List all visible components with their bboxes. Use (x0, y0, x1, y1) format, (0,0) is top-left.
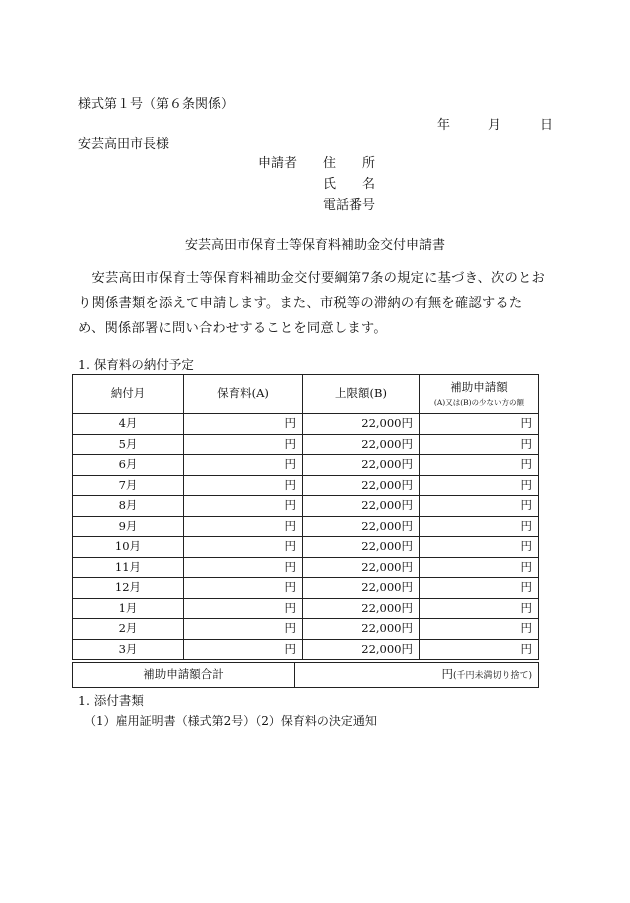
applicant-name-label: 氏 名 (323, 177, 376, 192)
cell-month: 12月 (73, 578, 184, 599)
cell-fee-input[interactable]: 円 (184, 619, 303, 640)
cell-month: 6月 (73, 455, 184, 476)
cell-fee-input[interactable]: 円 (184, 598, 303, 619)
table-row (73, 578, 539, 599)
applicant-address-label: 住 所 (323, 156, 376, 171)
cell-month: 3月 (73, 639, 184, 660)
cell-limit: 22,000円 (303, 619, 420, 640)
cell-fee-input[interactable]: 円 (184, 455, 303, 476)
table-row (73, 475, 539, 496)
form-number: 様式第１号（第６条関係） (78, 97, 235, 112)
addressee: 安芸高田市長様 (78, 137, 170, 152)
header-fee-a: 保育料(A) (184, 375, 303, 414)
table-row (73, 496, 539, 517)
cell-subsidy-input[interactable]: 円 (420, 537, 539, 558)
date-month-label: 月 (488, 118, 502, 133)
cell-limit: 22,000円 (303, 578, 420, 599)
applicant-label: 申請者 (258, 156, 298, 171)
cell-subsidy-input[interactable]: 円 (420, 414, 539, 435)
cell-month: 7月 (73, 475, 184, 496)
section-fee-schedule-title: 1. 保育料の納付予定 (78, 357, 194, 372)
section-attachments-title: 1. 添付書類 (78, 693, 144, 708)
subsidy-total-note: (千円未満切り捨て) (452, 671, 532, 681)
table-row (73, 557, 539, 578)
cell-month: 11月 (73, 557, 184, 578)
cell-subsidy-input[interactable]: 円 (420, 516, 539, 537)
attachments-list: （1）雇用証明書（様式第2号）（2）保育料の決定通知 (84, 714, 377, 728)
table-row (73, 434, 539, 455)
cell-month: 9月 (73, 516, 184, 537)
cell-month: 10月 (73, 537, 184, 558)
cell-limit: 22,000円 (303, 414, 420, 435)
table-row (73, 516, 539, 537)
cell-subsidy-input[interactable]: 円 (420, 455, 539, 476)
cell-limit: 22,000円 (303, 455, 420, 476)
table-row (73, 639, 539, 660)
header-limit-b: 上限額(B) (303, 375, 420, 414)
cell-subsidy-input[interactable]: 円 (420, 496, 539, 517)
table-row (73, 455, 539, 476)
cell-limit: 22,000円 (303, 598, 420, 619)
table-row (73, 537, 539, 558)
header-subsidy-amount (420, 375, 539, 414)
cell-subsidy-input[interactable]: 円 (420, 475, 539, 496)
cell-limit: 22,000円 (303, 434, 420, 455)
cell-fee-input[interactable]: 円 (184, 557, 303, 578)
cell-limit: 22,000円 (303, 496, 420, 517)
cell-subsidy-input[interactable]: 円 (420, 639, 539, 660)
cell-month: 2月 (73, 619, 184, 640)
header-subsidy-label: 補助申請額 (450, 379, 508, 394)
cell-subsidy-input[interactable]: 円 (420, 578, 539, 599)
cell-fee-input[interactable]: 円 (184, 516, 303, 537)
document-title: 安芸高田市保育士等保育料補助金交付申請書 (184, 238, 445, 253)
cell-subsidy-input[interactable]: 円 (420, 598, 539, 619)
header-payment-month: 納付月 (73, 375, 184, 414)
cell-fee-input[interactable]: 円 (184, 639, 303, 660)
cell-limit: 22,000円 (303, 475, 420, 496)
cell-month: 8月 (73, 496, 184, 517)
application-body-text: 安芸高田市保育士等保育料補助金交付要綱第7条の規定に基づき、次のとおり関係書類を添えて申請します。また、市税等の滞納の有無を確認するため、関係部署に問い合わせすることを同意します。 (78, 271, 546, 336)
table-row (73, 598, 539, 619)
cell-subsidy-input[interactable]: 円 (420, 434, 539, 455)
applicant-phone-label: 電話番号 (323, 198, 376, 213)
cell-month: 4月 (73, 414, 184, 435)
cell-limit: 22,000円 (303, 537, 420, 558)
subsidy-total-input[interactable] (295, 663, 539, 688)
subsidy-total-table (72, 662, 539, 688)
cell-fee-input[interactable]: 円 (184, 414, 303, 435)
cell-fee-input[interactable]: 円 (184, 578, 303, 599)
subsidy-total-label: 補助申請額合計 (73, 663, 295, 688)
cell-fee-input[interactable]: 円 (184, 475, 303, 496)
header-subsidy-note: (A)又は(B)の少ない方の額 (433, 398, 525, 407)
fee-schedule-table (72, 374, 539, 660)
cell-fee-input[interactable]: 円 (184, 496, 303, 517)
table-row (73, 414, 539, 435)
cell-subsidy-input[interactable]: 円 (420, 557, 539, 578)
cell-month: 1月 (73, 598, 184, 619)
cell-subsidy-input[interactable]: 円 (420, 619, 539, 640)
date-year-label: 年 (437, 118, 451, 133)
cell-limit: 22,000円 (303, 639, 420, 660)
cell-month: 5月 (73, 434, 184, 455)
cell-fee-input[interactable]: 円 (184, 537, 303, 558)
date-day-label: 日 (540, 118, 554, 133)
cell-limit: 22,000円 (303, 516, 420, 537)
table-header-row (73, 375, 539, 414)
subsidy-total-unit: 円 (441, 667, 453, 681)
cell-limit: 22,000円 (303, 557, 420, 578)
table-row (73, 619, 539, 640)
cell-fee-input[interactable]: 円 (184, 434, 303, 455)
subsidy-total-row (73, 663, 539, 688)
